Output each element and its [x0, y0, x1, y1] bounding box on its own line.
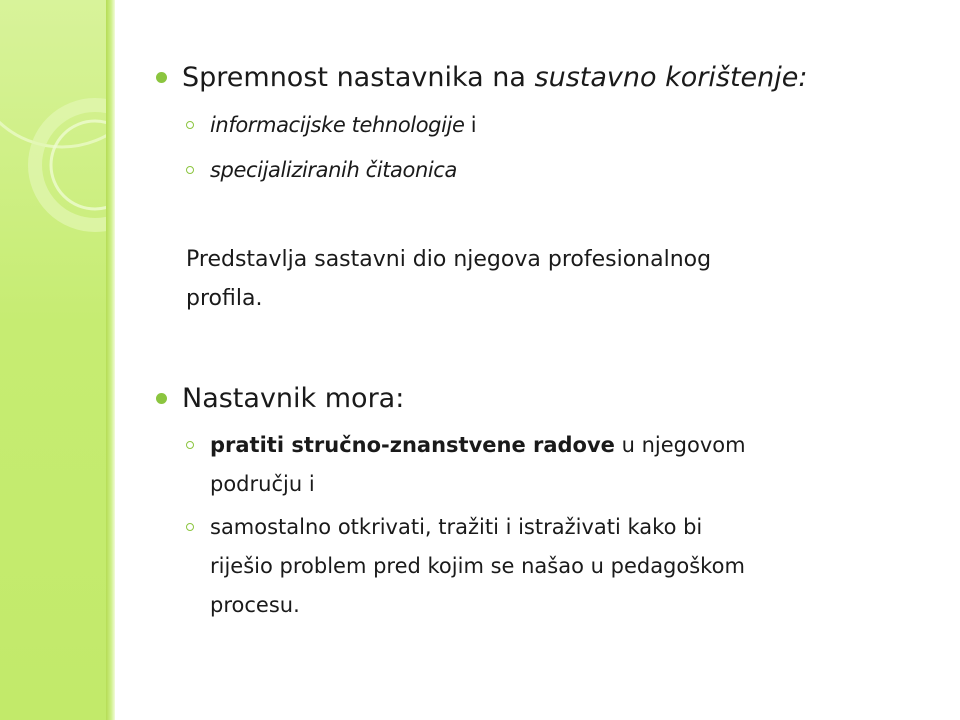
bullet-icon [156, 72, 167, 83]
section2-item2-line2: riješio problem pred kojim se našao u pedagoškom [210, 554, 745, 578]
section2-item2-line1: samostalno otkrivati, tražiti i istraživati kako bi [210, 515, 703, 539]
section1-sub-item-2 [210, 155, 457, 185]
section1-paragraph-line2: profila. [186, 286, 263, 311]
sub-item-2-italic: specijaliziranih čitaonica [210, 158, 457, 182]
section1-sub-item-1 [210, 110, 476, 140]
sub-bullet-icon [186, 523, 194, 531]
sub-bullet-icon [186, 166, 194, 174]
sub-bullet-icon [186, 441, 194, 449]
decorative-ring-thick [35, 105, 106, 225]
decorative-side-edge [106, 0, 115, 720]
item1-rest-text: u njegovom [614, 433, 746, 457]
decorative-ring-inner [51, 121, 106, 209]
sub-bullet-icon [186, 121, 194, 129]
section2-item1-line1 [210, 430, 746, 460]
section1-paragraph-line1: Predstavlja sastavni dio njegova profesionalnog [186, 247, 712, 272]
item1-bold-text: pratiti stručno-znanstvene radove [210, 433, 615, 457]
decorative-circles [0, 0, 106, 720]
sub-item-1-rest: i [464, 113, 477, 137]
section2-item1-line2: području i [210, 472, 315, 496]
bullet-icon [156, 393, 167, 404]
decorative-side-band [0, 0, 106, 720]
section1-heading-italic: sustavno korištenje: [534, 62, 808, 93]
section1-heading-text: Spremnost nastavnika na [182, 62, 535, 93]
section2-item2-line3: procesu. [210, 593, 300, 617]
sub-item-1-italic: informacijske tehnologije [210, 113, 465, 137]
section1-heading [182, 61, 807, 95]
section2-heading: Nastavnik mora: [182, 383, 405, 414]
